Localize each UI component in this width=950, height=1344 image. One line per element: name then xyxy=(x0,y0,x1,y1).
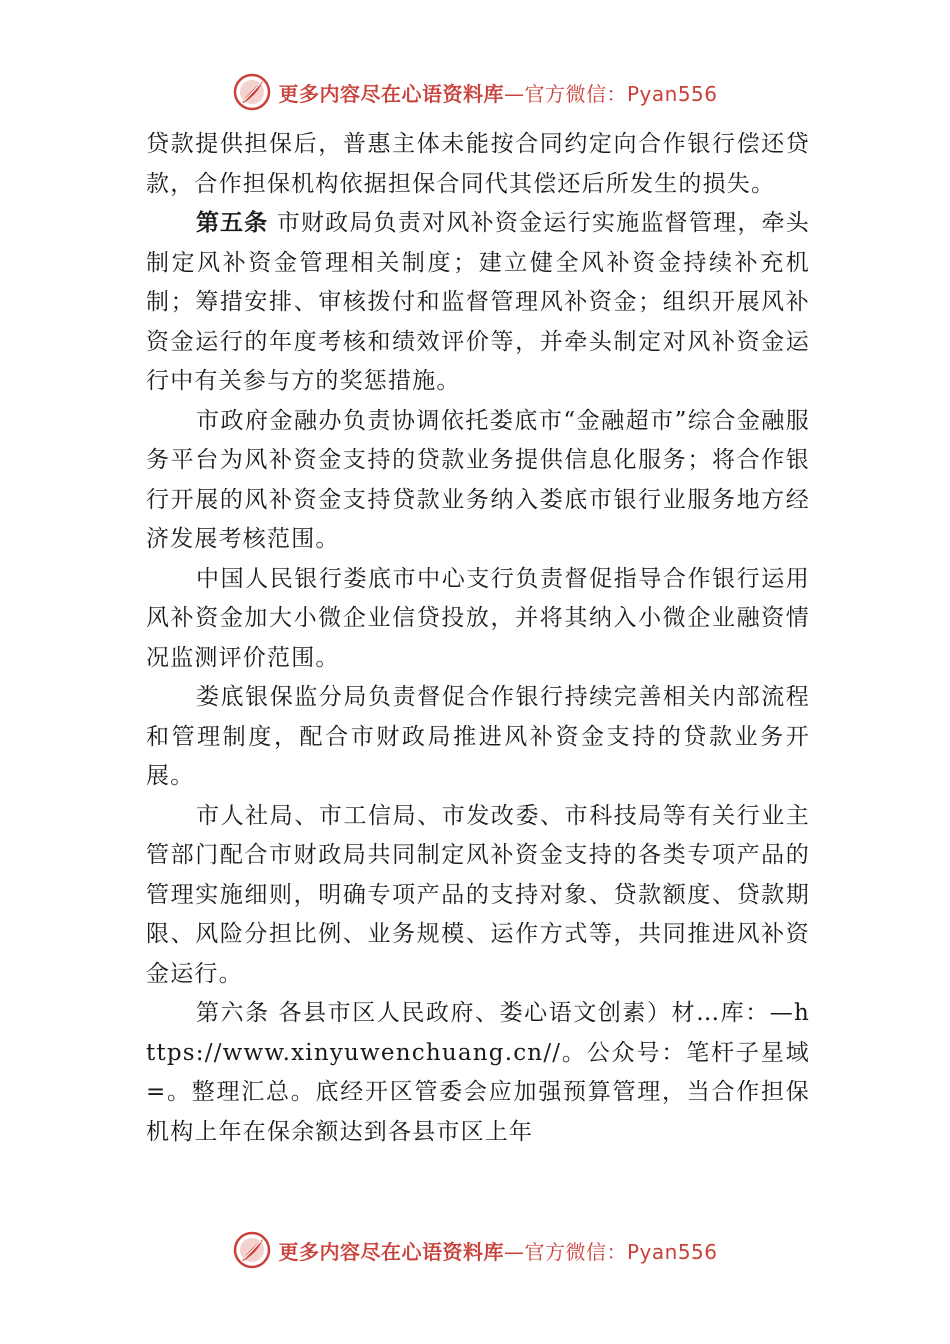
banner-main-text: 更多内容尽在心语资料库 xyxy=(278,1239,504,1264)
paragraph-7 xyxy=(146,994,810,1152)
paragraph-1 xyxy=(146,125,810,204)
banner-main-text: 更多内容尽在心语资料库 xyxy=(278,81,504,106)
paragraph-3-text: 市政府金融办负责协调依托娄底市“金融超市”综合金融服务平台为风补资金支持的贷款业务提供信息化服务；将合作银行开展的风补资金支持贷款业务纳入娄底市银行业服务地方经济发展考核范围。 xyxy=(146,407,810,552)
banner-text xyxy=(278,78,717,107)
paragraph-5 xyxy=(146,678,810,797)
header-banner xyxy=(0,70,950,114)
feather-logo-icon xyxy=(232,72,272,112)
article-5-heading: 第五条 xyxy=(196,210,269,236)
paragraph-4 xyxy=(146,560,810,679)
feather-logo-icon xyxy=(232,1230,272,1270)
banner-separator: — xyxy=(503,81,525,106)
banner-wechat-id: Pyan556 xyxy=(626,81,718,106)
paragraph-2-text: 市财政局负责对风补资金运行实施监督管理，牵头制定风补资金管理相关制度；建立健全风补资金持续补充机制；筹措安排、审核拨付和监督管理风补资金；组织开展风补资金运行的年度考核和绩效评价等，并牵头制定对风补资金运行中有关参与方的奖惩措施。 xyxy=(146,210,811,394)
banner-wechat-label: 官方微信： xyxy=(524,1239,627,1264)
paragraph-5-text: 娄底银保监分局负责督促合作银行持续完善相关内部流程和管理制度，配合市财政局推进风补资金支持的贷款业务开展。 xyxy=(146,684,810,789)
banner-text xyxy=(278,1236,717,1265)
banner-wechat-label: 官方微信： xyxy=(524,81,627,106)
banner-wechat-id: Pyan556 xyxy=(626,1239,718,1264)
banner-separator: — xyxy=(503,1239,525,1264)
paragraph-3 xyxy=(146,402,810,560)
paragraph-1-text: 贷款提供担保后，普惠主体未能按合同约定向合作银行偿还贷款，合作担保机构依据担保合同代其偿还后所发生的损失。 xyxy=(146,131,810,197)
paragraph-6-text: 市人社局、市工信局、市发改委、市科技局等有关行业主管部门配合市财政局共同制定风补资金支持的各类专项产品的管理实施细则，明确专项产品的支持对象、贷款额度、贷款期限、风险分担比例、业务规模、运作方式等，共同推进风补资金运行。 xyxy=(146,802,810,987)
footer-banner xyxy=(0,1228,950,1272)
paragraph-7-text: 第六条 各县市区人民政府、娄心语文创素）材…库：—https://www.xinyuwenchuang.cn//。公众号：笔杆子星域=。整理汇总。底经开区管委会应加强预算管理，当合作担保机构上年在保余额达到各县市区上年 xyxy=(146,1000,810,1145)
paragraph-4-text: 中国人民银行娄底市中心支行负责督促指导合作银行运用风补资金加大小微企业信贷投放，并将其纳入小微企业融资情况监测评价范围。 xyxy=(146,565,810,671)
paragraph-2 xyxy=(146,204,810,402)
document-body xyxy=(146,125,810,1152)
paragraph-6 xyxy=(146,797,810,995)
